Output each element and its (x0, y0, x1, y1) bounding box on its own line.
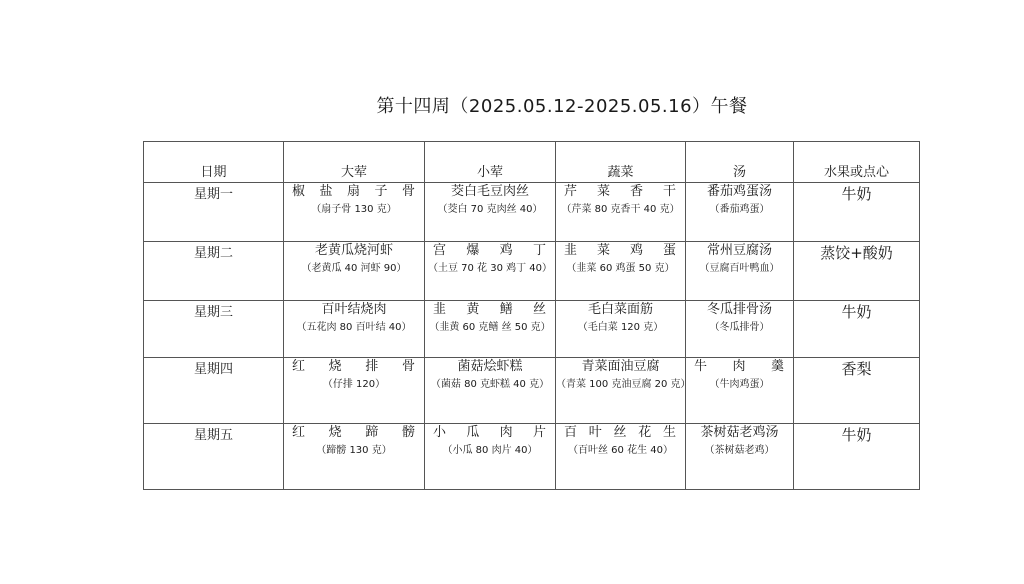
dish-detail: （韭黄 60 克鳝 丝 50 克） (429, 322, 551, 333)
dish-detail: （豆腐百叶鸭血） (699, 263, 780, 274)
dish-detail: （扇子骨 130 克） (311, 204, 397, 215)
dish-name: 牛 肉 羹 (694, 359, 785, 374)
dish-detail: （青菜 100 克油豆腐 20 克） (556, 379, 691, 390)
fruit-cell: 牛奶 (794, 424, 920, 490)
small-meat-cell (425, 301, 556, 358)
dish-detail: （毛白菜 120 克） (577, 322, 664, 333)
dish-detail: （茶树菇老鸡） (704, 445, 775, 456)
dish-name: 茭白毛豆肉丝 (450, 184, 529, 199)
header-soup: 汤 (686, 142, 794, 183)
dish-detail: （韭菜 60 鸡蛋 50 克） (566, 263, 675, 274)
big-meat-cell (284, 358, 425, 424)
soup-cell (686, 301, 794, 358)
small-meat-cell (425, 358, 556, 424)
dish-name: 常州豆腐汤 (706, 243, 772, 258)
header-fruit: 水果或点心 (794, 142, 920, 183)
vegetable-cell (556, 301, 686, 358)
dish-detail: （茭白 70 克肉丝 40） (437, 204, 543, 215)
dish-name: 宫 爆 鸡 丁 (433, 243, 547, 258)
dish-name: 红 烧 排 骨 (292, 359, 416, 374)
header-date: 日期 (144, 142, 284, 183)
table-header-row (144, 142, 920, 183)
dish-detail: （土豆 70 花 30 鸡丁 40） (427, 263, 553, 274)
dish-detail: （牛肉鸡蛋） (709, 379, 770, 390)
dish-detail: （冬瓜排骨） (709, 322, 770, 333)
small-meat-cell (425, 424, 556, 490)
dish-name: 番茄鸡蛋汤 (706, 184, 772, 199)
fruit-cell: 牛奶 (794, 301, 920, 358)
dish-detail: （小瓜 80 肉片 40） (442, 445, 538, 456)
dish-name: 韭 菜 鸡 蛋 (564, 243, 677, 258)
header-vegetable: 蔬菜 (556, 142, 686, 183)
table-row (144, 358, 920, 424)
big-meat-cell (284, 424, 425, 490)
dish-name: 红 烧 蹄 髈 (292, 425, 416, 440)
day-cell: 星期二 (144, 242, 284, 301)
lunch-menu-table (143, 141, 920, 490)
dish-name: 菌菇烩虾糕 (457, 359, 523, 374)
dish-detail: （老黄瓜 40 河虾 90） (301, 263, 407, 274)
dish-name: 韭 黄 鳝 丝 (433, 302, 547, 317)
page-title: 第十四周（2025.05.12-2025.05.16）午餐 (376, 96, 748, 117)
dish-name: 青菜面油豆腐 (581, 359, 660, 374)
day-cell: 星期三 (144, 301, 284, 358)
big-meat-cell (284, 183, 425, 242)
header-small-meat: 小荤 (425, 142, 556, 183)
dish-detail: （番茄鸡蛋） (709, 204, 770, 215)
dish-name: 冬瓜排骨汤 (706, 302, 772, 317)
soup-cell (686, 424, 794, 490)
vegetable-cell (556, 424, 686, 490)
big-meat-cell (284, 242, 425, 301)
dish-name: 芹 菜 香 干 (564, 184, 677, 199)
dish-detail: （仔排 120） (322, 379, 386, 390)
table-row (144, 301, 920, 358)
dish-detail: （芹菜 80 克香干 40 克） (561, 204, 680, 215)
small-meat-cell (425, 183, 556, 242)
dish-detail: （五花肉 80 百叶结 40） (296, 322, 412, 333)
vegetable-cell (556, 183, 686, 242)
vegetable-cell (556, 358, 691, 424)
table-row (144, 183, 920, 242)
day-cell: 星期五 (144, 424, 284, 490)
table-row (144, 242, 920, 301)
dish-name: 椒 盐 扇 子 骨 (292, 184, 416, 199)
dish-detail: （蹄髈 130 克） (316, 445, 392, 456)
dish-detail: （百叶丝 60 花生 40） (568, 445, 673, 456)
big-meat-cell (284, 301, 425, 358)
soup-cell (686, 358, 794, 424)
dish-name: 小 瓜 肉 片 (433, 425, 547, 440)
dish-name: 老黄瓜烧河虾 (314, 243, 393, 258)
dish-name: 毛白菜面筋 (587, 302, 653, 317)
dish-name: 百 叶 丝 花 生 (564, 425, 677, 440)
soup-cell (686, 242, 794, 301)
dish-name: 百叶结烧肉 (321, 302, 387, 317)
table-row (144, 424, 920, 490)
header-big-meat: 大荤 (284, 142, 425, 183)
vegetable-cell (556, 242, 686, 301)
fruit-cell: 牛奶 (794, 183, 920, 242)
fruit-cell: 蒸饺+酸奶 (794, 242, 920, 301)
day-cell: 星期一 (144, 183, 284, 242)
fruit-cell: 香梨 (794, 358, 920, 424)
dish-name: 茶树菇老鸡汤 (700, 425, 779, 440)
dish-detail: （菌菇 80 克虾糕 40 克） (430, 379, 550, 390)
small-meat-cell (425, 242, 556, 301)
day-cell: 星期四 (144, 358, 284, 424)
soup-cell (686, 183, 794, 242)
